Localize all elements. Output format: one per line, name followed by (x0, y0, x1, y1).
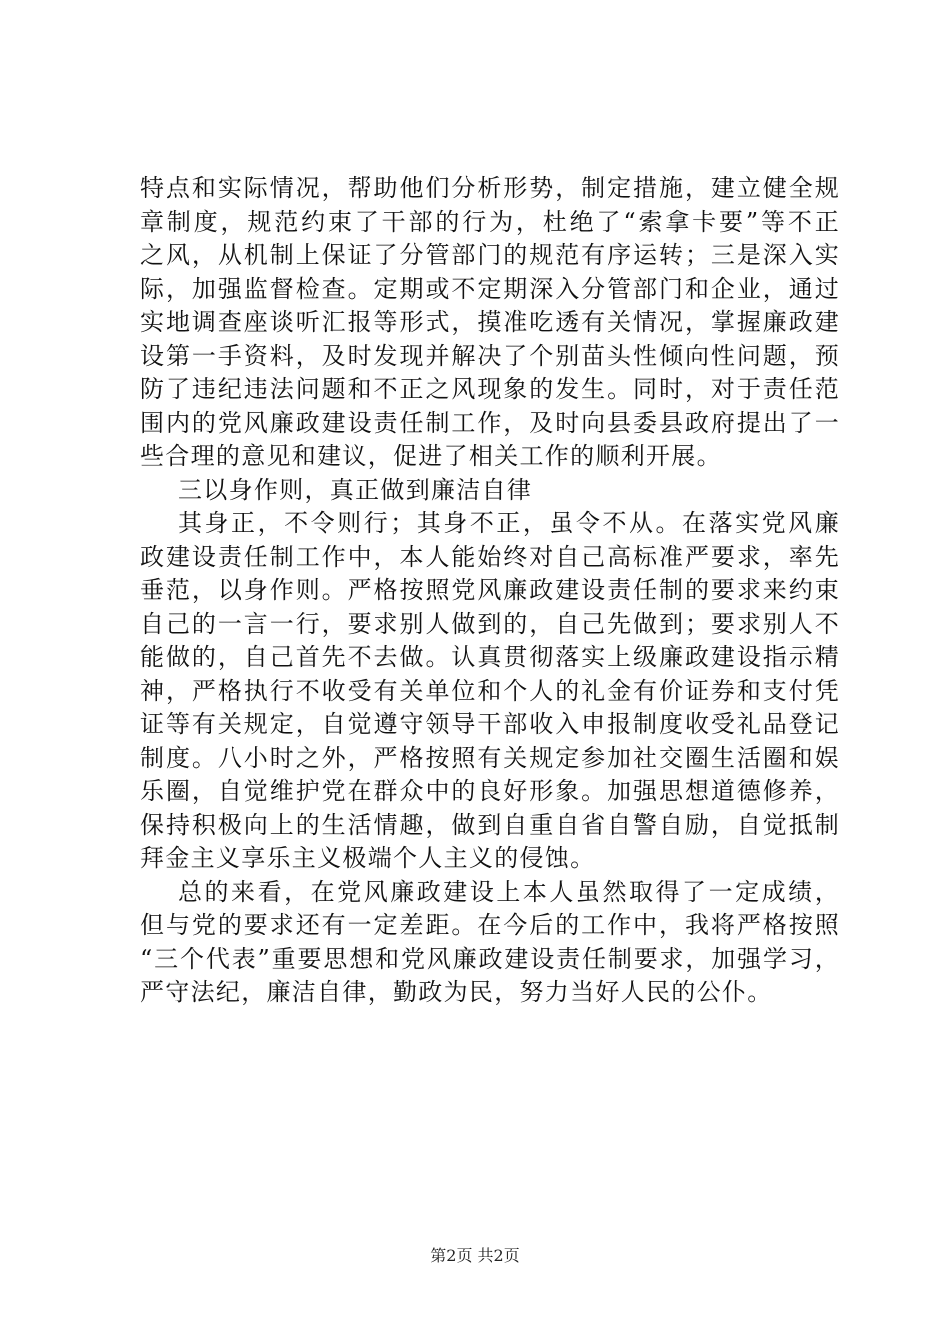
text-line: 之风，从机制上保证了分管部门的规范有序运转；三是深入实 (140, 241, 840, 269)
paragraph-1 (140, 172, 840, 474)
text-line: 自己的一言一行，要求别人做到的，自己先做到；要求别人不 (140, 609, 840, 638)
text-line: 实地调查座谈听汇报等形式，摸准吃透有关情况，掌握廉政建 (140, 308, 840, 336)
text-line: 际，加强监督检查。定期或不定期深入分管部门和企业，通过 (140, 274, 840, 303)
text-line: 垂范，以身作则。严格按照党风廉政建设责任制的要求来约束 (140, 576, 840, 604)
document-body (140, 172, 840, 1010)
text-line: 证等有关规定，自觉遵守领导干部收入申报制度收受礼品登记 (140, 710, 840, 738)
heading-text: 三以身作则，真正做到廉洁自律 (178, 475, 533, 504)
text-line: 章制度，规范约束了干部的行为，杜绝了“索拿卡要”等不正 (140, 207, 840, 236)
text-line: 些合理的意见和建议，促进了相关工作的顺利开展。 (140, 442, 722, 470)
text-line: 围内的党风廉政建设责任制工作，及时向县委县政府提出了一 (140, 408, 840, 437)
text-line: 但与党的要求还有一定差距。在今后的工作中，我将严格按照 (140, 911, 840, 939)
text-line: 总的来看，在党风廉政建设上本人虽然取得了一定成绩， (178, 877, 840, 906)
text-line: “三个代表”重要思想和党风廉政建设责任制要求，加强学习， (140, 944, 840, 973)
text-line: 防了违纪违法问题和不正之风现象的发生。同时，对于责任范 (140, 375, 840, 403)
text-line: 政建设责任制工作中，本人能始终对自己高标准严要求，率先 (140, 542, 840, 571)
text-line: 严守法纪，廉洁自律，勤政为民，努力当好人民的公仆。 (140, 978, 773, 1006)
text-line: 保持积极向上的生活情趣，做到自重自省自警自励，自觉抵制 (140, 810, 840, 839)
text-line: 其身正，不令则行；其身不正，虽令不从。在落实党风廉 (178, 509, 840, 537)
page-number-footer: 第2页 共2页 (430, 1246, 520, 1265)
section-heading (140, 474, 840, 508)
text-line: 乐圈，自觉维护党在群众中的良好形象。加强思想道德修养， (140, 777, 840, 805)
text-line: 神，严格执行不收受有关单位和个人的礼金有价证券和支付凭 (140, 676, 840, 705)
text-line: 能做的，自己首先不去做。认真贯彻落实上级廉政建设指示精 (140, 643, 840, 671)
text-line: 拜金主义享乐主义极端个人主义的侵蚀。 (140, 844, 596, 872)
paragraph-4 (140, 876, 840, 1010)
text-line: 设第一手资料，及时发现并解决了个别苗头性倾向性问题，预 (140, 341, 840, 370)
paragraph-3 (140, 507, 840, 876)
text-line: 特点和实际情况，帮助他们分析形势，制定措施，建立健全规 (140, 174, 840, 202)
text-line: 制度。八小时之外，严格按照有关规定参加社交圈生活圈和娱 (140, 743, 840, 772)
